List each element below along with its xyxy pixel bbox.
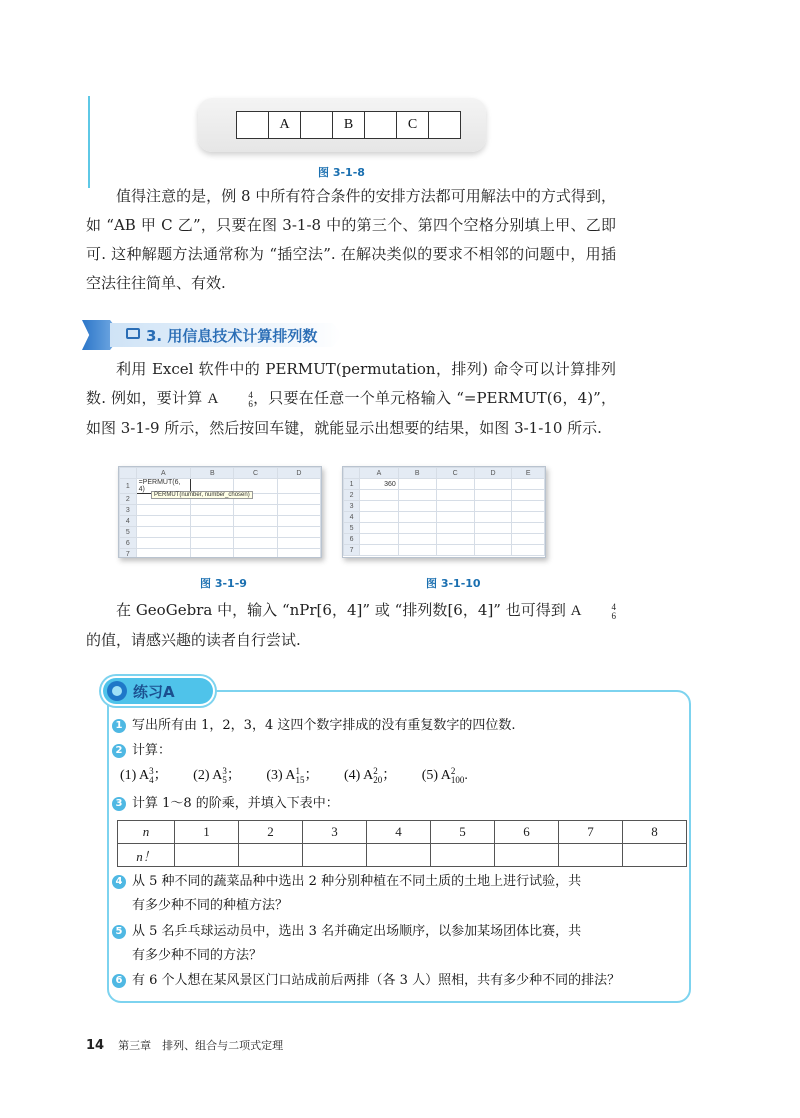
row-number: 2: [120, 494, 137, 505]
table-cell[interactable]: [559, 844, 623, 867]
sup: 2: [373, 765, 378, 776]
sub: 5: [222, 774, 227, 785]
sup: 2: [450, 765, 456, 776]
table-cell[interactable]: [431, 844, 495, 867]
table-cell[interactable]: [303, 844, 367, 867]
exercise-item: [112, 716, 515, 736]
table-head: n！: [118, 844, 175, 867]
exercise-item: [112, 794, 339, 814]
calc-list: [120, 766, 468, 786]
table-row: [118, 844, 687, 867]
slot: [429, 112, 460, 138]
exercise-item: [112, 872, 581, 892]
row-number: 7: [120, 549, 137, 559]
column-header: D: [277, 468, 320, 479]
table-cell[interactable]: [495, 844, 559, 867]
chapter-title: 第三章 排列、组合与二项式定理: [118, 1039, 284, 1052]
page-number: 14: [86, 1038, 105, 1053]
paragraph-excel: [86, 355, 616, 443]
sub: 4: [149, 774, 154, 785]
sub: 6: [611, 610, 616, 621]
item-text: 有 6 个人想在某风景区门口站成前后两排（各 3 人）照相，共有多少种不同的排法？: [132, 973, 621, 988]
sub: 15: [295, 774, 305, 785]
calc-item: (2) A 3 5 ；: [193, 765, 241, 785]
item-number: 6: [112, 974, 126, 988]
table-row: [118, 821, 687, 844]
cell-a1[interactable]: =PERMUT(6, 4): [136, 479, 191, 494]
formula-tooltip: PERMUT(number, number_chosen): [151, 491, 253, 499]
figure-3-1-8-slots: [236, 111, 461, 139]
sup: 4: [248, 389, 253, 400]
column-header: E: [512, 468, 545, 479]
item-text: 从 5 名乒乓球运动员中，选出 3 名并确定出场顺序，以参加某场团体比赛，共: [132, 924, 582, 939]
table-cell: 3: [303, 821, 367, 844]
text: 利用 Excel 软件中的 PERMUT(permutation，排列) 命令可以计算排列数. 例如，要计算: [86, 360, 616, 407]
column-header: C: [234, 468, 277, 479]
row-number: 3: [344, 501, 360, 512]
item-text: 计算：: [132, 743, 172, 758]
item-number: 4: [112, 875, 126, 889]
slot: B: [333, 112, 365, 138]
row-number: 4: [120, 516, 137, 527]
calc-label: (1): [120, 768, 137, 783]
column-header: A: [360, 468, 399, 479]
excel-sheet-result: [342, 466, 546, 558]
table-cell[interactable]: [367, 844, 431, 867]
slot: [237, 112, 269, 138]
row-number: 6: [120, 538, 137, 549]
exercise-tab: [103, 678, 213, 704]
item-text: 从 5 种不同的蔬菜品种中选出 2 种分别种植在不同土质的土地上进行试验，共: [132, 874, 582, 889]
figure-3-1-9-caption: 图 3-1-9: [200, 577, 247, 590]
sup: 3: [149, 765, 154, 776]
paragraph-text: [86, 355, 616, 443]
row-number: 6: [344, 534, 360, 545]
column-header: C: [436, 468, 474, 479]
column-header: A: [136, 468, 191, 479]
permutation-symbol: A 4 6: [570, 601, 616, 621]
row-number: 3: [120, 505, 137, 516]
cell-a1[interactable]: 360: [360, 479, 399, 490]
section-title: 3. 用信息技术计算排列数: [146, 327, 318, 345]
text: 在 GeoGebra 中，输入 “nPr[6，4]” 或 “排列数[6，4]” 也可得到: [116, 601, 571, 619]
calc-label: (3): [266, 768, 283, 783]
item-text-cont: 有多少种不同的种植方法？: [132, 898, 289, 913]
row-number: 1: [344, 479, 360, 490]
slot: [301, 112, 333, 138]
exercise-item: [112, 922, 581, 942]
slot: C: [397, 112, 429, 138]
column-header: B: [398, 468, 436, 479]
sub: 20: [373, 774, 383, 785]
row-number: 5: [120, 527, 137, 538]
table-cell[interactable]: [623, 844, 687, 867]
calc-item: (4) A 2 20 ；: [344, 765, 397, 785]
figure-3-1-8-caption: 图 3-1-8: [318, 166, 365, 179]
table-cell[interactable]: [239, 844, 303, 867]
table-cell: 6: [495, 821, 559, 844]
calc-item: (3) A 1 15 ；: [266, 765, 319, 785]
paragraph-text: [86, 596, 616, 655]
slot: A: [269, 112, 301, 138]
figure-3-1-10-caption: 图 3-1-10: [426, 577, 481, 590]
table-cell: 7: [559, 821, 623, 844]
column-header: D: [474, 468, 512, 479]
calc-label: (2): [193, 768, 210, 783]
excel-sheet-formula: [118, 466, 322, 558]
table-cell: 1: [175, 821, 239, 844]
exercise-title: 练习A: [133, 683, 175, 701]
item-number: 1: [112, 719, 126, 733]
permutation-symbol: A 4 6: [207, 389, 253, 409]
sup: 4: [611, 601, 616, 612]
table-cell[interactable]: [175, 844, 239, 867]
text: 的值，请感兴趣的读者自行尝试.: [86, 631, 301, 649]
screen-icon: [126, 328, 140, 339]
paragraph-text: 值得注意的是，例 8 中所有符合条件的安排方法都可用解法中的方式得到，如 “AB 甲 C 乙”，只要在图 3-1-8 中的第三个、第四个空格分别填上甲、乙即可. 这种解题方法通常称为 “插空法”. 在解决类似的要求不相邻的问题中，用插空法往往简单、有效.: [86, 187, 616, 292]
table-cell: 2: [239, 821, 303, 844]
calc-label: (4): [344, 768, 361, 783]
factorial-table: [117, 820, 687, 867]
table-cell: 8: [623, 821, 687, 844]
item-number: 5: [112, 925, 126, 939]
margin-accent-bar: [88, 96, 90, 188]
table-cell: 5: [431, 821, 495, 844]
slot: [365, 112, 397, 138]
table-cell: 4: [367, 821, 431, 844]
item-text-cont: 有多少种不同的方法？: [132, 948, 263, 963]
item-text: 写出所有由 1，2，3，4 这四个数字排成的没有重复数字的四位数.: [132, 718, 516, 733]
sup: 3: [222, 765, 227, 776]
section-header: [82, 320, 342, 350]
paragraph-insert-method: [86, 182, 616, 298]
table-head: n: [118, 821, 175, 844]
calc-item: (5) A 2 100 .: [421, 765, 468, 785]
item-number: 3: [112, 797, 126, 811]
exercise-item: [112, 971, 620, 991]
row-number: 1: [120, 479, 137, 494]
page-footer: [86, 1037, 283, 1053]
calc-label: (5): [421, 768, 439, 783]
text: ，只要在任意一个单元格输入 “=PERMUT(6，4)”，如图 3-1-9 所示，然后按回车键，就能显示出想要的结果，如图 3-1-10 所示.: [86, 389, 616, 437]
sub: 6: [248, 398, 253, 409]
sub: 100: [450, 774, 465, 785]
row-number: 4: [344, 512, 360, 523]
column-header: B: [191, 468, 234, 479]
calc-item: (1) A 3 4 ；: [120, 765, 168, 785]
exercise-item: [112, 741, 171, 761]
row-number: 5: [344, 523, 360, 534]
sup: 1: [295, 765, 301, 776]
item-text: 计算 1～8 的阶乘，并填入下表中：: [132, 796, 339, 811]
item-number: 2: [112, 744, 126, 758]
paragraph-geogebra: [86, 596, 616, 655]
row-number: 2: [344, 490, 360, 501]
globe-icon: [107, 681, 127, 701]
row-number: 7: [344, 545, 360, 556]
